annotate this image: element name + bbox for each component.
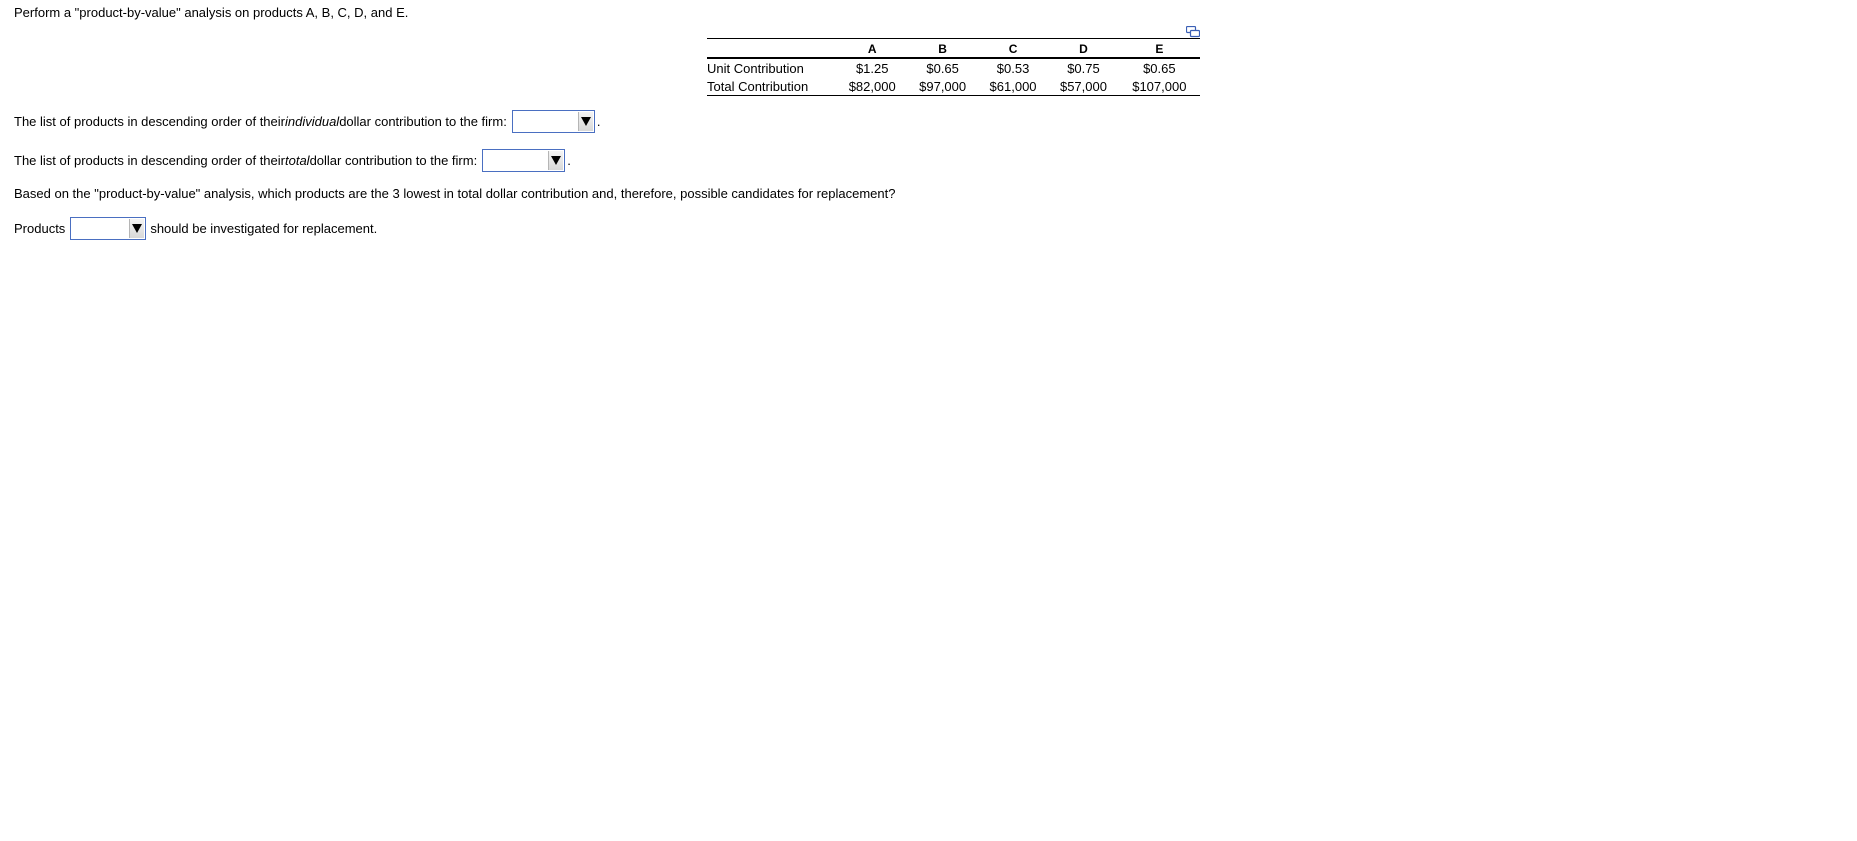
question-text-after: dollar contribution to the firm: <box>309 153 478 168</box>
intro-text: Perform a "product-by-value" analysis on products A, B, C, D, and E. <box>14 5 409 20</box>
replacement-products-dropdown[interactable] <box>70 217 146 240</box>
question-replacement-answer <box>14 217 377 240</box>
column-header: E <box>1119 39 1200 59</box>
table-cell: $0.53 <box>996 61 1030 76</box>
total-order-dropdown[interactable] <box>482 149 565 172</box>
copy-icon[interactable] <box>1186 26 1200 38</box>
table-cell: $57,000 <box>1059 79 1107 94</box>
sentence-period: . <box>596 114 601 129</box>
question-total-order <box>14 149 571 172</box>
table-cell: $107,000 <box>1132 79 1187 94</box>
column-header: D <box>1048 39 1118 59</box>
table-cell: $61,000 <box>989 79 1037 94</box>
triangle-down-icon[interactable] <box>129 219 144 238</box>
table-cell: $97,000 <box>919 79 967 94</box>
question-individual-order <box>14 110 600 133</box>
table-row <box>707 77 1200 96</box>
question-emphasis: individual <box>284 114 340 129</box>
table-cell: $82,000 <box>848 79 896 94</box>
row-label: Unit Contribution <box>707 61 804 76</box>
question-text-before: The list of products in descending order of their <box>14 153 285 168</box>
question-text-after: dollar contribution to the firm: <box>339 114 507 129</box>
product-contribution-table <box>707 38 1200 96</box>
table-header-corner <box>707 39 837 59</box>
row-label: Total Contribution <box>707 79 809 94</box>
sentence-period: . <box>567 153 571 168</box>
table-row <box>707 58 1200 77</box>
individual-order-dropdown[interactable] <box>512 110 595 133</box>
column-header: A <box>837 39 907 59</box>
triangle-down-icon[interactable] <box>578 112 593 131</box>
question-emphasis: total <box>284 153 310 168</box>
question-lowest-three: Based on the "product-by-value" analysis, which products are the 3 lowest in total dollar contribution and, therefore, possible candidates for replacement? <box>14 186 896 201</box>
question-text-before: The list of products in descending order of their <box>14 114 285 129</box>
column-header: C <box>978 39 1048 59</box>
table-cell: $1.25 <box>855 61 889 76</box>
answer-prefix: Products <box>14 221 66 236</box>
table-cell: $0.65 <box>1143 61 1176 76</box>
answer-suffix: should be investigated for replacement. <box>150 221 378 236</box>
triangle-down-icon[interactable] <box>548 151 563 170</box>
table-header-row <box>707 39 1200 59</box>
column-header: B <box>907 39 977 59</box>
table-cell: $0.75 <box>1067 61 1100 76</box>
table-cell: $0.65 <box>926 61 959 76</box>
